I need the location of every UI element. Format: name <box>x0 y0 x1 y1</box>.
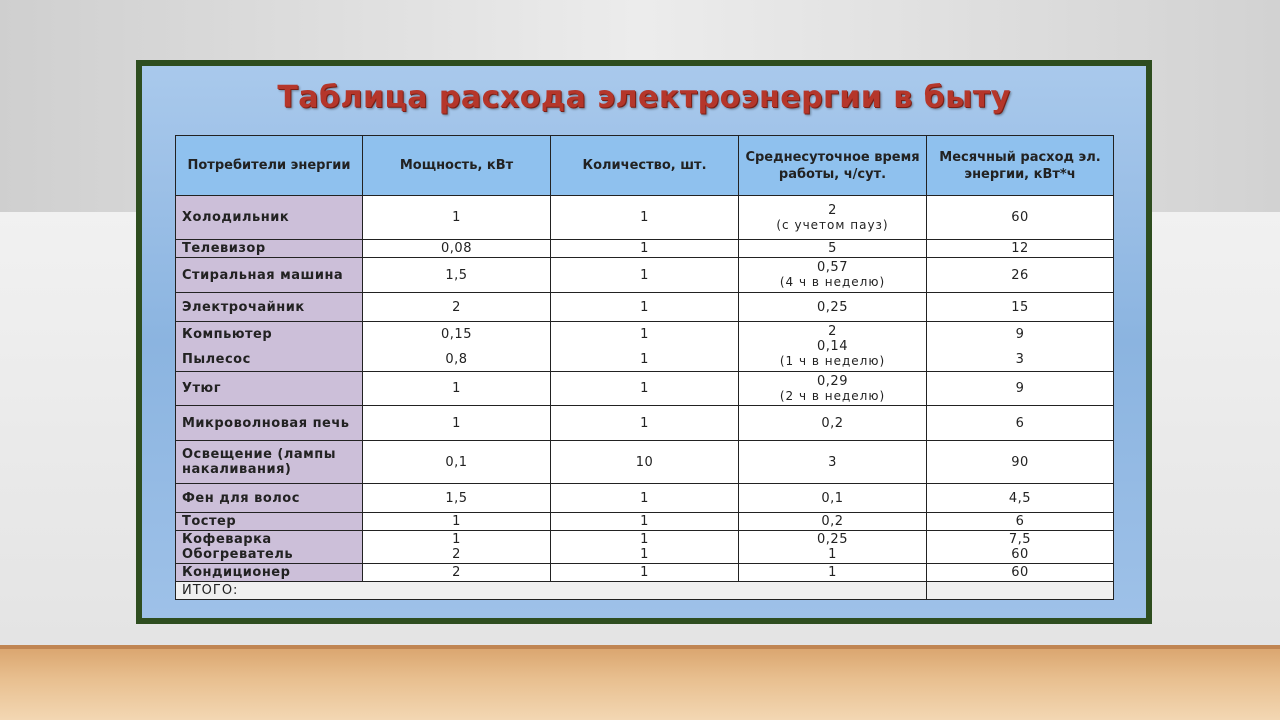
row-quantity-first: 1 <box>640 532 649 547</box>
table-row <box>176 240 1114 258</box>
table-header-row <box>176 136 1114 196</box>
row-time: 1 <box>739 564 927 582</box>
row-power: 1,5 <box>363 258 551 293</box>
header-quantity: Количество, шт. <box>551 136 739 196</box>
slide-title: Таблица расхода электроэнергии в быту <box>277 80 1011 115</box>
row-quantity: 1 <box>551 240 739 258</box>
row-name: Кондиционер <box>176 564 363 582</box>
table-row <box>176 513 1114 531</box>
row-monthly: 4,5 <box>927 484 1114 513</box>
row-name-first: Компьютер <box>182 326 273 342</box>
row-time-value: 0,57 <box>817 260 848 275</box>
row-quantity: 1 <box>551 513 739 531</box>
row-name-second: Обогреватель <box>182 547 294 562</box>
row-monthly: 60 <box>927 196 1114 240</box>
row-time: 0,1 <box>739 484 927 513</box>
row-time-note: (2 ч в неделю) <box>779 388 886 403</box>
row-power <box>363 531 551 564</box>
row-time-note: (4 ч в неделю) <box>779 275 886 289</box>
row-time: 3 <box>739 441 927 484</box>
row-name: Тостер <box>176 513 363 531</box>
row-name: Фен для волос <box>176 484 363 513</box>
row-name: Телевизор <box>176 240 363 258</box>
table-row <box>176 564 1114 582</box>
row-monthly-second: 60 <box>1011 547 1029 562</box>
header-monthly-usage: Месячный расход эл. энергии, кВт*ч <box>927 136 1114 196</box>
row-monthly <box>927 531 1114 564</box>
row-power: 2 <box>363 293 551 322</box>
row-name: Утюг <box>176 372 363 406</box>
row-name: Стиральная машина <box>176 258 363 293</box>
table-row <box>176 441 1114 484</box>
row-quantity: 1 <box>551 564 739 582</box>
row-name <box>176 322 363 372</box>
row-quantity-first: 1 <box>640 326 649 342</box>
table-row <box>176 406 1114 441</box>
row-quantity <box>551 322 739 372</box>
row-quantity: 1 <box>551 372 739 406</box>
row-quantity: 1 <box>551 406 739 441</box>
header-consumers: Потребители энергии <box>176 136 363 196</box>
table-total-row <box>176 582 1114 600</box>
row-name-first: Кофеварка <box>182 532 272 547</box>
row-power-first: 1 <box>452 532 461 547</box>
total-label: ИТОГО: <box>176 582 927 600</box>
header-power: Мощность, кВт <box>363 136 551 196</box>
row-monthly: 60 <box>927 564 1114 582</box>
table-row <box>176 196 1114 240</box>
header-daily-time: Среднесуточное время работы, ч/сут. <box>739 136 927 196</box>
row-power: 0,08 <box>363 240 551 258</box>
row-name <box>176 531 363 564</box>
row-monthly: 12 <box>927 240 1114 258</box>
row-time-value: 0,29 <box>817 373 848 389</box>
row-monthly-first: 9 <box>1015 326 1025 342</box>
row-quantity: 1 <box>551 484 739 513</box>
energy-consumption-table <box>175 135 1114 600</box>
row-name: Электрочайник <box>176 293 363 322</box>
table-row <box>176 293 1114 322</box>
table-row <box>176 531 1114 564</box>
row-time: 0,2 <box>739 406 927 441</box>
slide-board <box>142 66 1146 618</box>
row-monthly <box>927 322 1114 372</box>
row-quantity: 1 <box>551 196 739 240</box>
row-power: 1,5 <box>363 484 551 513</box>
row-power: 1 <box>363 196 551 240</box>
row-time-second: 1 <box>828 547 837 562</box>
row-time-second: 0,14 <box>817 339 848 354</box>
row-quantity-second: 1 <box>640 547 649 562</box>
row-power-second: 0,8 <box>445 351 468 367</box>
row-quantity: 1 <box>551 258 739 293</box>
row-monthly: 90 <box>927 441 1114 484</box>
row-quantity-second: 1 <box>640 351 649 367</box>
row-time <box>739 196 927 240</box>
row-power <box>363 322 551 372</box>
row-quantity: 10 <box>551 441 739 484</box>
row-power-second: 2 <box>452 547 461 562</box>
row-monthly: 6 <box>927 406 1114 441</box>
row-time-first: 0,25 <box>817 532 848 547</box>
wooden-floor <box>0 645 1280 720</box>
row-time: 0,2 <box>739 513 927 531</box>
row-name: Холодильник <box>176 196 363 240</box>
row-time: 0,25 <box>739 293 927 322</box>
row-monthly-second: 3 <box>1015 351 1025 367</box>
row-quantity <box>551 531 739 564</box>
row-time-value: 2 <box>828 202 837 218</box>
row-power: 2 <box>363 564 551 582</box>
row-monthly: 6 <box>927 513 1114 531</box>
row-power: 1 <box>363 406 551 441</box>
table-row <box>176 322 1114 372</box>
row-monthly-first: 7,5 <box>1008 532 1032 547</box>
row-time-note: (с учетом пауз) <box>776 217 889 232</box>
row-power: 1 <box>363 513 551 531</box>
row-power: 0,1 <box>363 441 551 484</box>
row-time: 5 <box>739 240 927 258</box>
row-time <box>739 322 927 372</box>
row-quantity: 1 <box>551 293 739 322</box>
row-time <box>739 258 927 293</box>
table-row <box>176 484 1114 513</box>
table-row <box>176 258 1114 293</box>
slide-board-frame <box>136 60 1152 624</box>
row-name: Микроволновая печь <box>176 406 363 441</box>
row-time <box>739 531 927 564</box>
total-value <box>927 582 1114 600</box>
row-time <box>739 372 927 406</box>
row-time-note: (1 ч в неделю) <box>779 354 886 368</box>
row-time-first: 2 <box>828 324 837 339</box>
row-power: 1 <box>363 372 551 406</box>
row-name: Освещение (лампы накаливания) <box>176 441 363 484</box>
row-monthly: 9 <box>927 372 1114 406</box>
table-row <box>176 372 1114 406</box>
row-monthly: 15 <box>927 293 1114 322</box>
row-power-first: 0,15 <box>441 326 472 342</box>
row-monthly: 26 <box>927 258 1114 293</box>
row-name-second: Пылесос <box>182 351 251 367</box>
